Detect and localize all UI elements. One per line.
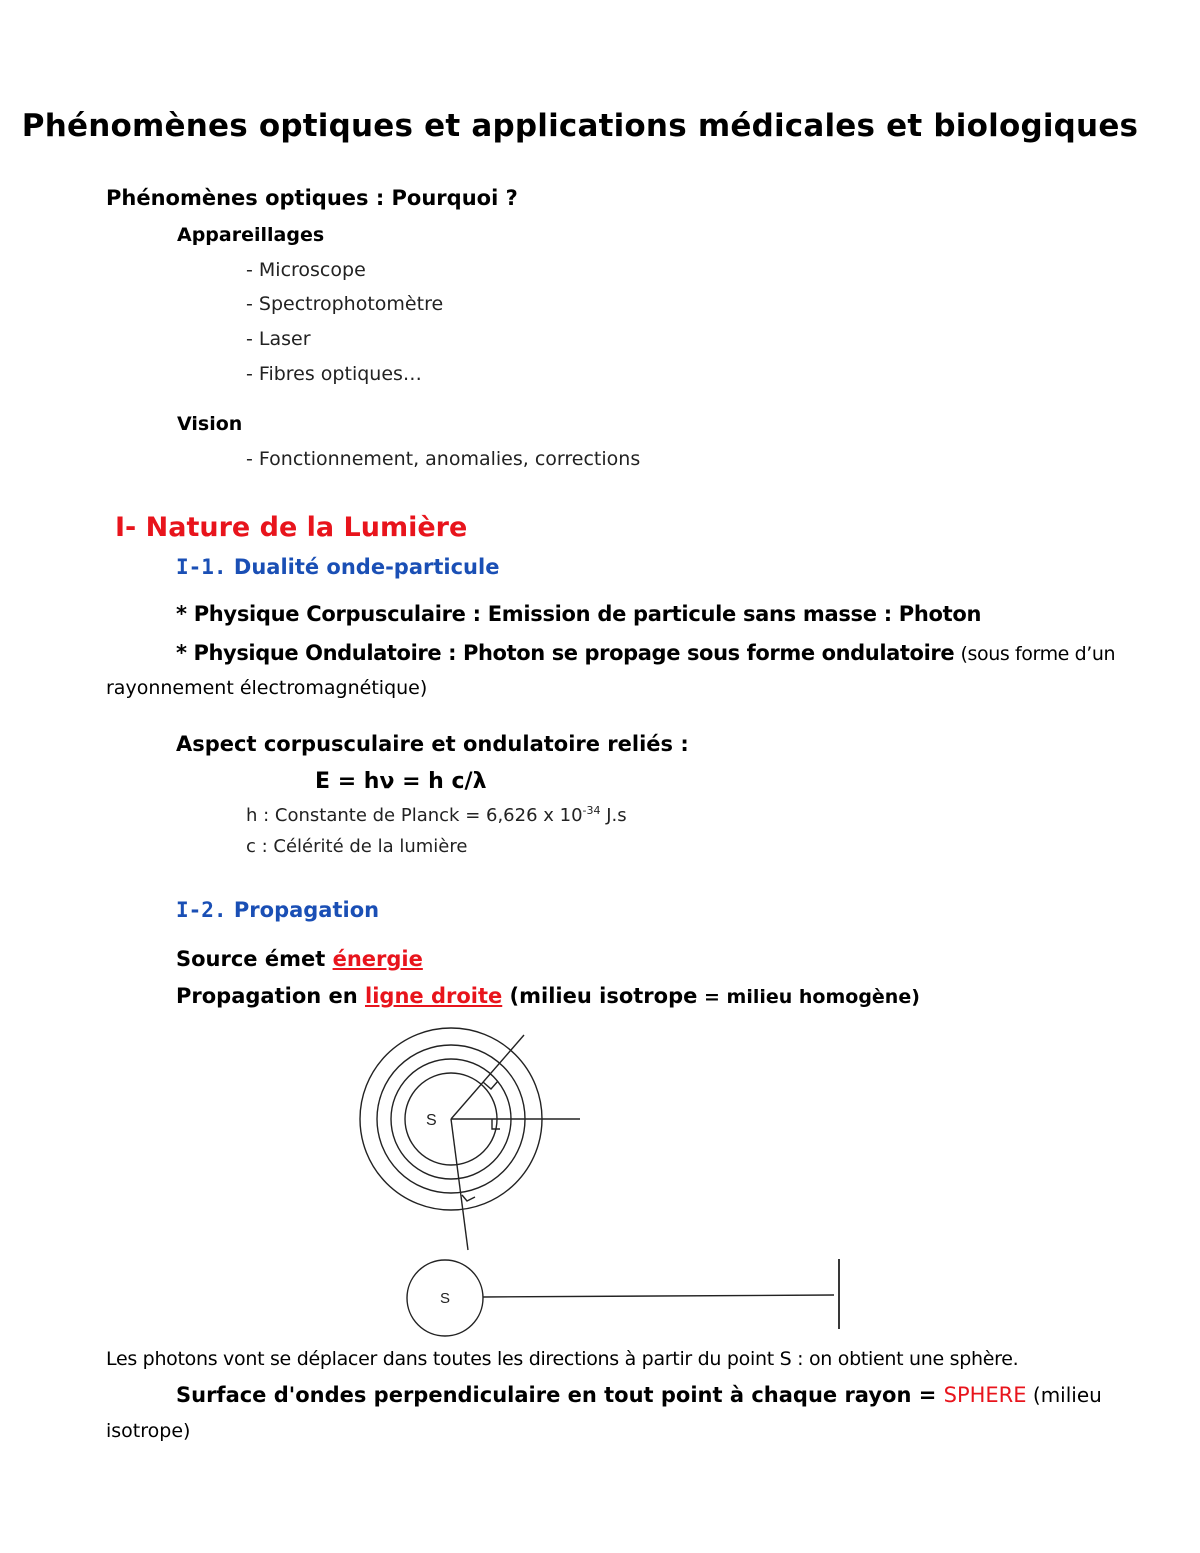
planck-text: h : Constante de Planck = 6,626 x 10 [246,805,583,826]
vision-label: Vision [177,413,243,435]
propagation-eq: = milieu homogène) [697,986,920,1008]
physique-corpusculaire: * Physique Corpusculaire : Emission de particule sans masse : Photon [176,602,982,626]
list-item: - Spectrophotomètre [246,293,444,315]
intro-heading: Phénomènes optiques : Pourquoi ? [106,186,518,210]
section-title: I- Nature de la Lumière [115,512,468,543]
propagation-line [176,984,920,1008]
subsection-heading-1 [176,555,499,579]
subsection-heading-2 [176,898,379,922]
ligne-droite-word: ligne droite [365,984,503,1008]
ray-line [451,1035,524,1119]
planck-exponent: -34 [582,804,601,817]
aspect-heading: Aspect corpusculaire et ondulatoire reliés : [176,732,689,756]
surface-line [176,1383,1102,1407]
sphere-word: SPHERE [943,1383,1027,1407]
celerite-definition: c : Célérité de la lumière [246,836,468,857]
planck-definition [246,804,627,826]
source-line [176,947,423,971]
energie-word: énergie [332,947,423,971]
photons-paragraph: Les photons vont se déplacer dans toutes les directions à partir du point S : on obtient une sphère. [106,1348,1019,1370]
list-item: - Fibres optiques… [246,363,422,385]
appareillages-label: Appareillages [177,224,325,246]
source-label-bottom: S [440,1290,451,1307]
propagation-text: Propagation en [176,984,366,1008]
source-text: Source émet [176,947,333,971]
ondulatoire-paren: (sous forme d’un [960,643,1116,665]
list-item: - Fonctionnement, anomalies, corrections [246,448,641,470]
energy-formula: E = hν = h c/λ [315,769,487,794]
physique-ondulatoire: * Physique Ondulatoire : Photon se propage sous forme ondulatoire [176,641,955,665]
propagation-paren: (milieu isotrope [502,984,698,1008]
planck-unit: J.s [600,805,627,826]
physique-ondulatoire-line [176,641,1115,665]
ray-line [451,1119,468,1250]
list-item: - Microscope [246,259,366,281]
surface-continuation: isotrope) [106,1420,191,1442]
ray-line [483,1295,834,1297]
propagation-diagram [340,1025,860,1345]
source-label-top: S [426,1112,437,1129]
page-title: Phénomènes optiques et applications médicales et biologiques [21,108,1139,144]
subsection-text: Dualité onde-particule [233,555,500,579]
surface-text: Surface d'ondes perpendiculaire en tout point à chaque rayon = [176,1383,944,1407]
right-angle-mark [462,1195,475,1201]
subsection-number: I-2. [176,898,227,922]
subsection-number: I-1. [176,555,227,579]
subsection-text: Propagation [233,898,380,922]
ondulatoire-continuation: rayonnement électromagnétique) [106,677,428,699]
surface-paren: (milieu [1026,1383,1102,1407]
list-item: - Laser [246,328,311,350]
